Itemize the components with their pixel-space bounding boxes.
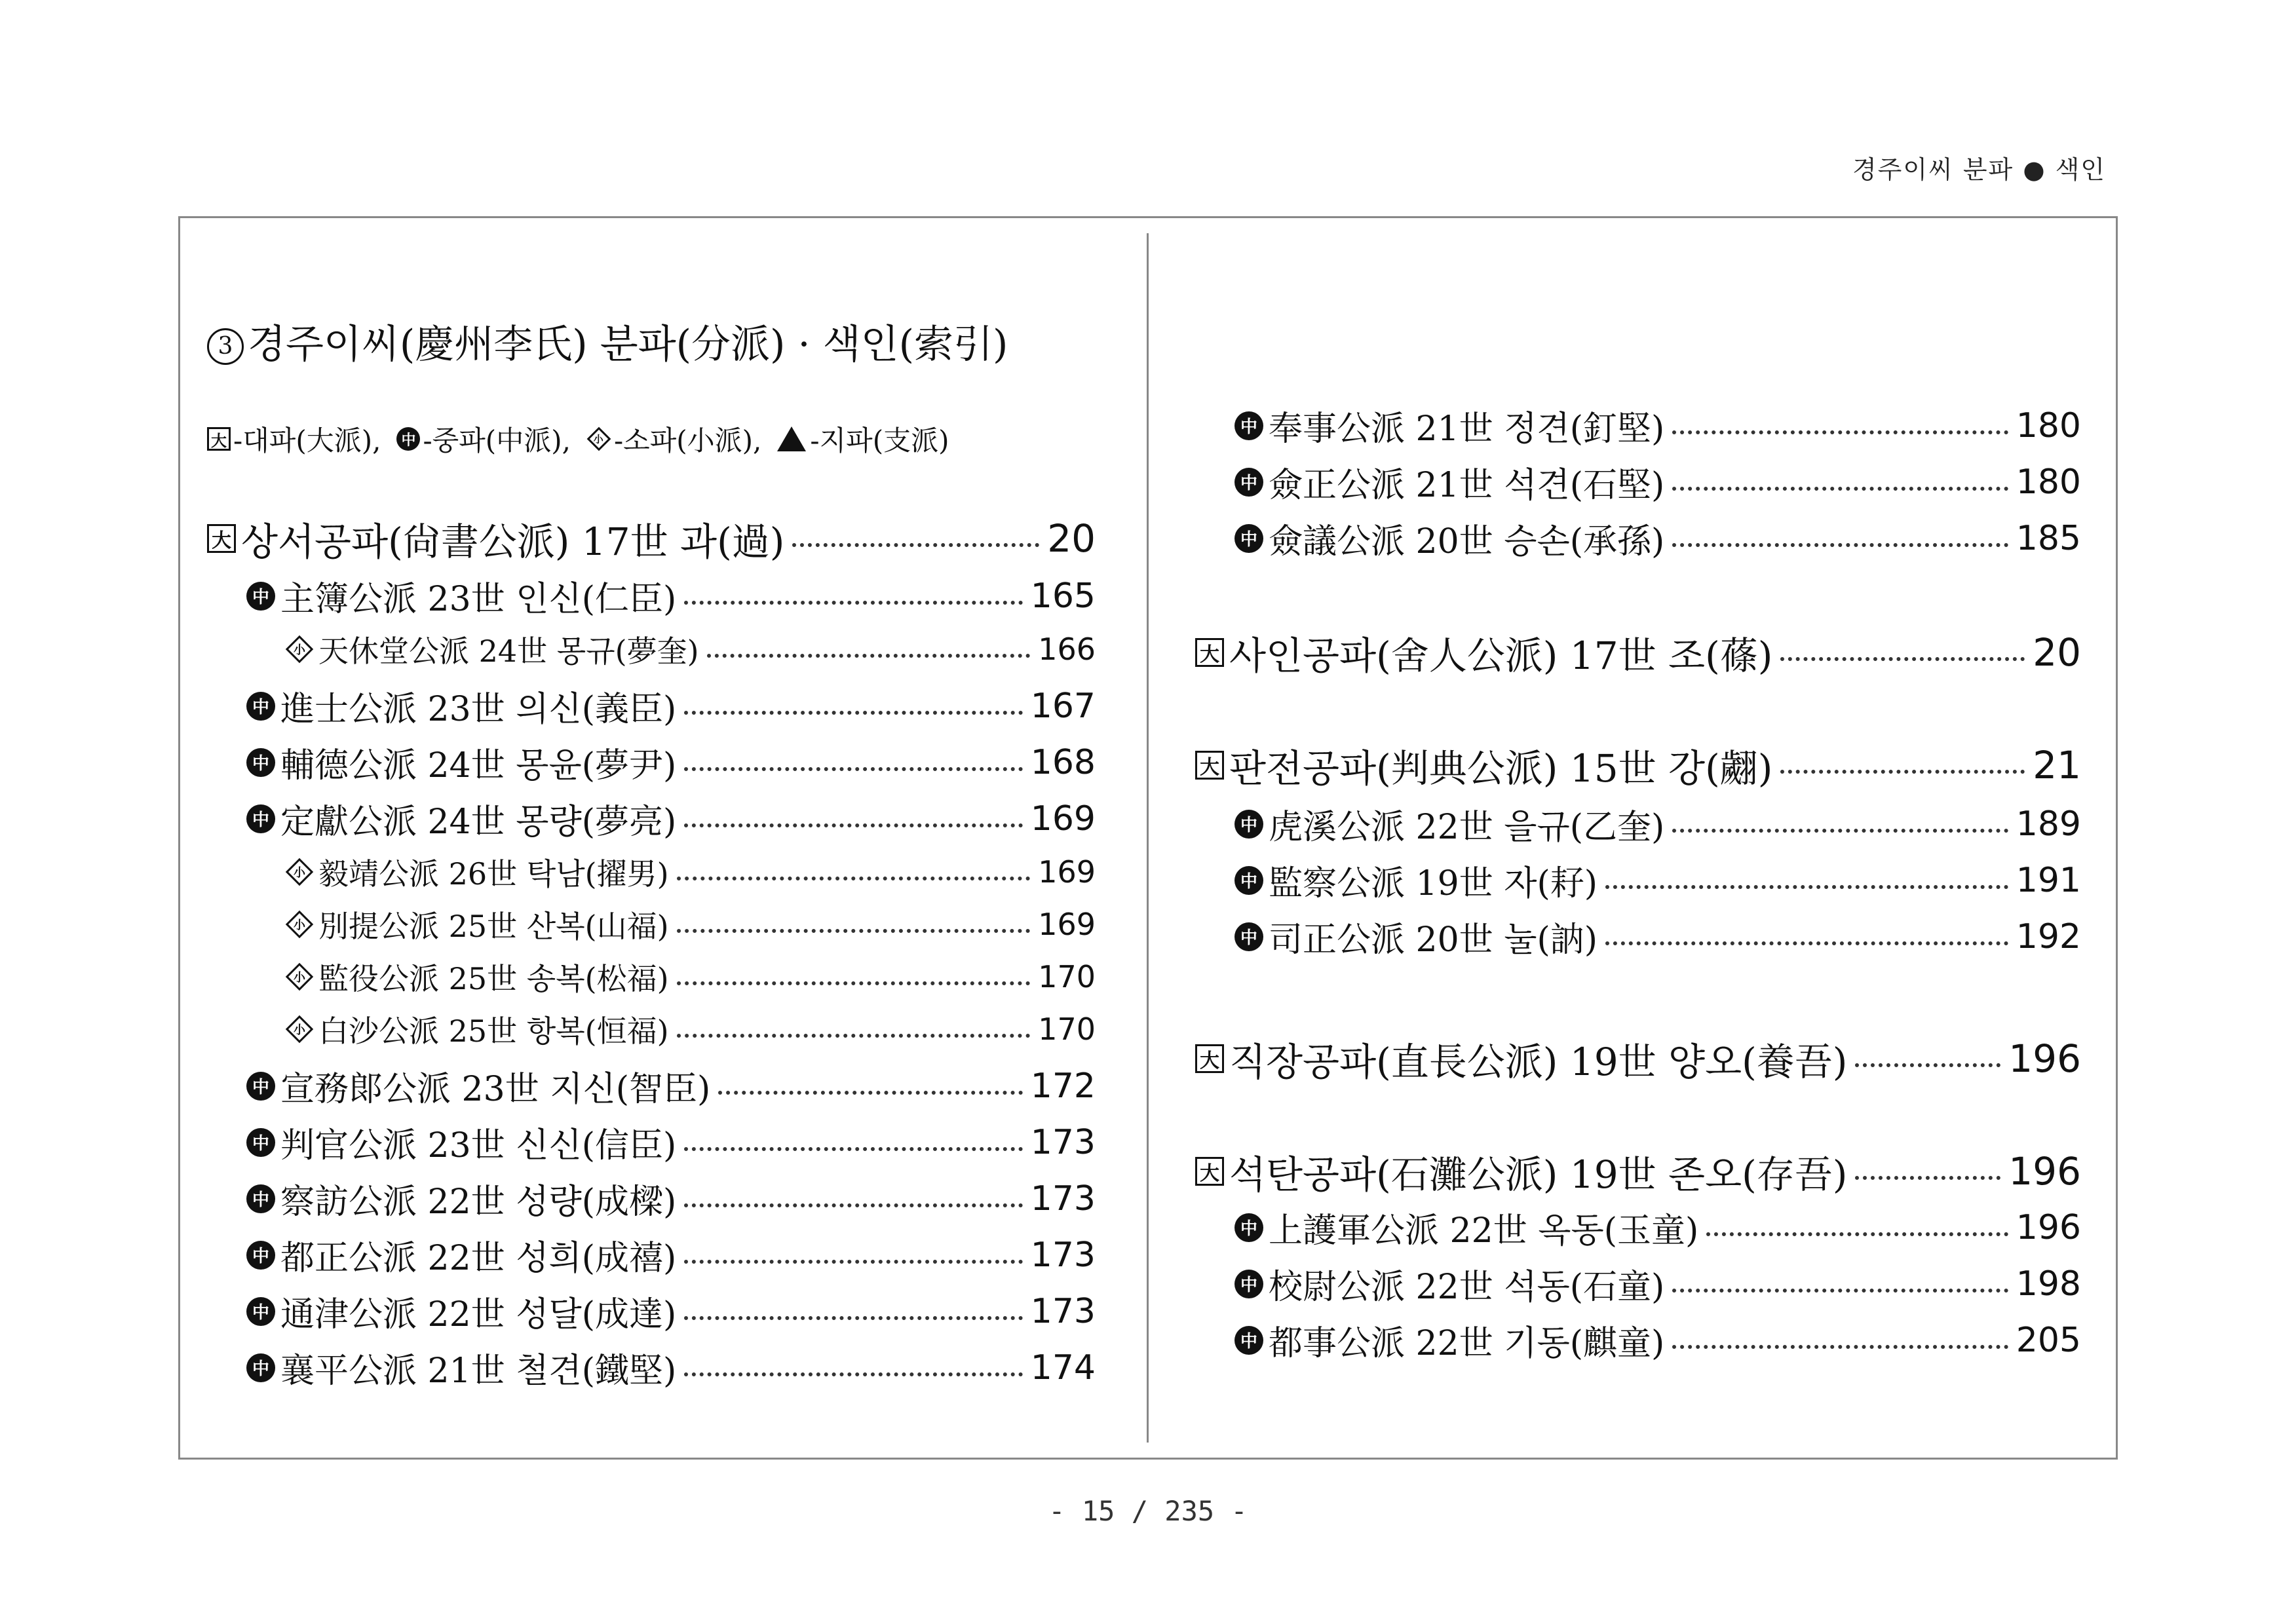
column-divider [1147, 233, 1149, 1443]
jung-pa-mark-icon: 中 [1234, 1326, 1263, 1355]
dot-leader [677, 981, 1031, 985]
dae-pa-mark-icon: 大 [207, 524, 236, 553]
dot-leader [684, 1147, 1022, 1151]
index-entry [246, 738, 1096, 787]
so-pa-mark-glyph: 小 [294, 971, 305, 985]
entry-label: 宣務郞公派 23世 지신(智臣) [280, 1070, 711, 1109]
entry-label: 天休堂公派 24世 몽규(夢奎) [318, 633, 699, 669]
so-pa-mark-glyph: 小 [294, 643, 305, 657]
entry-page-number: 168 [1030, 742, 1096, 782]
dot-leader [1672, 1345, 2008, 1349]
entry-page-number: 166 [1038, 632, 1096, 667]
entry-label: 輔德公派 24世 몽윤(夢尹) [280, 746, 677, 785]
dot-leader [677, 929, 1031, 933]
dot-leader [684, 767, 1022, 771]
entry-page-number: 169 [1030, 799, 1096, 839]
index-entry [286, 903, 1096, 946]
dot-leader [684, 1316, 1022, 1320]
legend-item-so [586, 419, 761, 459]
index-entry [246, 1343, 1096, 1392]
page-indicator: - 15 / 235 - [1048, 1495, 1248, 1527]
entry-page-number: 180 [2016, 462, 2081, 502]
so-pa-mark-glyph: 小 [294, 866, 305, 880]
index-entry [1234, 912, 2081, 961]
jung-pa-mark-icon: 中 [1234, 922, 1263, 951]
entry-label: 판전공파(判典公派) 15世 강(翽) [1229, 746, 1773, 791]
index-entry [1195, 1031, 2081, 1086]
entry-page-number: 172 [1030, 1066, 1096, 1106]
jung-pa-mark-icon: 中 [1234, 1213, 1263, 1242]
entry-page-number: 189 [2016, 804, 2081, 844]
entry-label: 毅靖公派 26世 탁남(擢男) [318, 856, 669, 892]
jung-pa-mark-icon: 中 [1234, 468, 1263, 497]
index-entry [1234, 1259, 2081, 1308]
entry-page-number: 173 [1030, 1235, 1096, 1275]
so-pa-mark-icon [286, 1015, 313, 1043]
entry-page-number: 170 [1038, 1011, 1096, 1047]
so-pa-mark-icon [286, 858, 313, 886]
so-pa-mark-icon [587, 427, 611, 451]
entry-label: 僉議公派 20世 승손(承孫) [1269, 522, 1665, 561]
dot-leader [684, 1203, 1022, 1207]
index-entry [246, 1230, 1096, 1279]
entry-label: 僉正公派 21世 석견(石堅) [1269, 466, 1665, 505]
jung-pa-mark-icon: 中 [246, 804, 275, 833]
dae-pa-mark-icon: 大 [1195, 1044, 1224, 1073]
jung-pa-mark-icon: 中 [246, 582, 275, 611]
dae-pa-mark-icon: 大 [1195, 751, 1224, 780]
dot-leader [1672, 1289, 2008, 1293]
entry-label: 虎溪公派 22世 을규(乙奎) [1269, 808, 1665, 847]
entry-page-number: 205 [2016, 1320, 2081, 1360]
entry-label: 奉事公派 21世 정견(釘堅) [1269, 409, 1665, 449]
entry-label: 察訪公派 22世 성량(成樑) [280, 1182, 677, 1222]
dot-leader [1672, 543, 2008, 547]
jung-pa-mark-icon: 中 [1234, 810, 1263, 839]
jung-pa-mark-icon: 中 [246, 748, 275, 777]
dot-leader [1605, 885, 2008, 889]
entry-page-number: 180 [2016, 406, 2081, 445]
dot-leader [1605, 941, 2008, 945]
entry-label: 監役公派 25世 송복(松福) [318, 961, 669, 996]
index-entry [1234, 799, 2081, 848]
dot-leader [1780, 657, 2025, 661]
entry-page-number: 196 [2008, 1036, 2081, 1081]
entry-label: 都正公派 22世 성희(成禧) [280, 1239, 677, 1278]
dot-leader [1855, 1176, 2000, 1180]
entry-page-number: 174 [1030, 1348, 1096, 1388]
legend-label: -대파(大派), [233, 425, 381, 457]
dae-pa-mark-icon: 大 [1195, 638, 1224, 667]
index-entry [207, 511, 1096, 566]
jung-pa-mark-icon: 中 [1234, 524, 1263, 553]
index-entry [286, 628, 1096, 671]
legend [207, 419, 965, 459]
index-entry [1234, 514, 2081, 563]
so-pa-mark-icon [286, 635, 313, 663]
dot-leader [677, 1034, 1031, 1038]
entry-page-number: 20 [2033, 630, 2081, 675]
index-entry [246, 1118, 1096, 1167]
legend-label: -소파(小派), [613, 425, 762, 457]
legend-item-dae [207, 419, 381, 459]
dot-leader [707, 654, 1031, 658]
jung-pa-mark-icon: 中 [246, 1297, 275, 1326]
entry-page-number: 173 [1030, 1122, 1096, 1162]
entry-page-number: 196 [2016, 1207, 2081, 1247]
entry-page-number: 198 [2016, 1264, 2081, 1304]
entry-label: 上護軍公派 22世 옥동(玉童) [1269, 1211, 1699, 1251]
ji-pa-mark-icon [777, 426, 806, 451]
jung-pa-mark-icon: 中 [1234, 866, 1263, 895]
dot-leader [1706, 1232, 2008, 1236]
jung-pa-mark-icon: 中 [246, 1184, 275, 1213]
so-pa-mark-glyph: 小 [594, 433, 604, 445]
entry-page-number: 173 [1030, 1291, 1096, 1331]
jung-pa-mark-icon: 中 [246, 692, 275, 721]
jung-pa-mark-icon: 中 [1234, 411, 1263, 440]
entry-label: 襄平公派 21世 철견(鐵堅) [280, 1351, 677, 1391]
jung-pa-mark-icon: 中 [1234, 1270, 1263, 1298]
index-entry [286, 850, 1096, 894]
legend-label: -지파(支派) [810, 425, 949, 457]
dot-leader [684, 601, 1022, 605]
so-pa-mark-icon [286, 963, 313, 991]
entry-page-number: 169 [1038, 907, 1096, 942]
index-entry [246, 1061, 1096, 1110]
dot-leader [684, 711, 1022, 715]
entry-label: 判官公派 23世 신신(信臣) [280, 1126, 677, 1165]
index-entry [246, 681, 1096, 730]
entry-label: 직장공파(直長公派) 19世 양오(養吾) [1229, 1040, 1848, 1084]
index-entry [1234, 1203, 2081, 1252]
entry-label: 定獻公派 24世 몽량(夢亮) [280, 803, 677, 842]
so-pa-mark-glyph: 小 [294, 1023, 305, 1037]
entry-page-number: 191 [2016, 860, 2081, 900]
index-entry [246, 794, 1096, 843]
jung-pa-mark-icon: 中 [246, 1128, 275, 1157]
entry-label: 別提公派 25世 산복(山福) [318, 909, 669, 944]
entry-page-number: 169 [1038, 854, 1096, 890]
dot-leader [718, 1091, 1022, 1095]
entry-page-number: 185 [2016, 518, 2081, 558]
dot-leader [684, 823, 1022, 827]
index-entry [1195, 738, 2081, 793]
entry-page-number: 170 [1038, 959, 1096, 994]
index-entry [246, 1287, 1096, 1336]
page-title-text: 경주이씨(慶州李氏) 분파(分派) · 색인(索引) [248, 322, 1008, 368]
jung-pa-mark-icon: 中 [246, 1072, 275, 1101]
index-entry [1234, 856, 2081, 905]
entry-label: 校尉公派 22世 석동(石童) [1269, 1268, 1665, 1307]
dae-pa-mark-icon: 大 [207, 427, 231, 451]
legend-item-jung [396, 419, 570, 459]
circled-number: 3 [207, 328, 244, 365]
entry-page-number: 173 [1030, 1179, 1096, 1218]
entry-label: 석탄공파(石灘公派) 19世 존오(存吾) [1229, 1152, 1848, 1197]
dot-leader [684, 1372, 1022, 1376]
entry-label: 進士公派 23世 의신(義臣) [280, 690, 677, 729]
index-entry [246, 571, 1096, 620]
dot-leader [677, 877, 1031, 880]
index-entry [1234, 1315, 2081, 1365]
entry-page-number: 196 [2008, 1149, 2081, 1194]
dot-leader [1780, 770, 2025, 774]
dot-leader [1855, 1063, 2000, 1067]
entry-page-number: 20 [1047, 516, 1096, 561]
jung-pa-mark-icon: 中 [246, 1353, 275, 1382]
page-title [207, 313, 1008, 369]
index-entry [1195, 1144, 2081, 1199]
entry-label: 監察公派 19世 자(耔) [1269, 864, 1598, 903]
dot-leader [792, 543, 1039, 547]
jung-pa-mark-icon: 中 [396, 427, 420, 451]
jung-pa-mark-icon: 中 [246, 1241, 275, 1270]
index-entry [1234, 401, 2081, 450]
legend-item-ji [777, 419, 949, 459]
running-header: 경주이씨 분파 ● 색인 [1852, 155, 2106, 184]
entry-page-number: 165 [1030, 576, 1096, 616]
index-entry [1195, 625, 2081, 680]
entry-label: 主簿公派 23世 인신(仁臣) [280, 580, 677, 619]
so-pa-mark-icon [286, 911, 313, 938]
entry-label: 都事公派 22世 기동(麒童) [1269, 1324, 1665, 1363]
entry-label: 사인공파(舍人公派) 17世 조(蓧) [1229, 633, 1773, 678]
index-entry [1234, 457, 2081, 506]
entry-page-number: 167 [1030, 686, 1096, 726]
index-entry [286, 955, 1096, 998]
entry-label: 白沙公派 25世 항복(恒福) [318, 1013, 669, 1049]
dot-leader [1672, 430, 2008, 434]
entry-label: 상서공파(尙書公派) 17世 과(過) [241, 519, 785, 564]
index-entry [246, 1174, 1096, 1223]
entry-page-number: 21 [2033, 743, 2081, 787]
index-entry [286, 1008, 1096, 1051]
dot-leader [684, 1260, 1022, 1264]
dae-pa-mark-icon: 大 [1195, 1157, 1224, 1186]
entry-page-number: 192 [2016, 916, 2081, 956]
entry-label: 司正公派 20世 눌(訥) [1269, 920, 1598, 960]
dot-leader [1672, 829, 2008, 833]
dot-leader [1672, 487, 2008, 491]
legend-label: -중파(中派), [423, 425, 571, 457]
so-pa-mark-glyph: 小 [294, 918, 305, 932]
entry-label: 通津公派 22世 성달(成達) [280, 1295, 677, 1334]
